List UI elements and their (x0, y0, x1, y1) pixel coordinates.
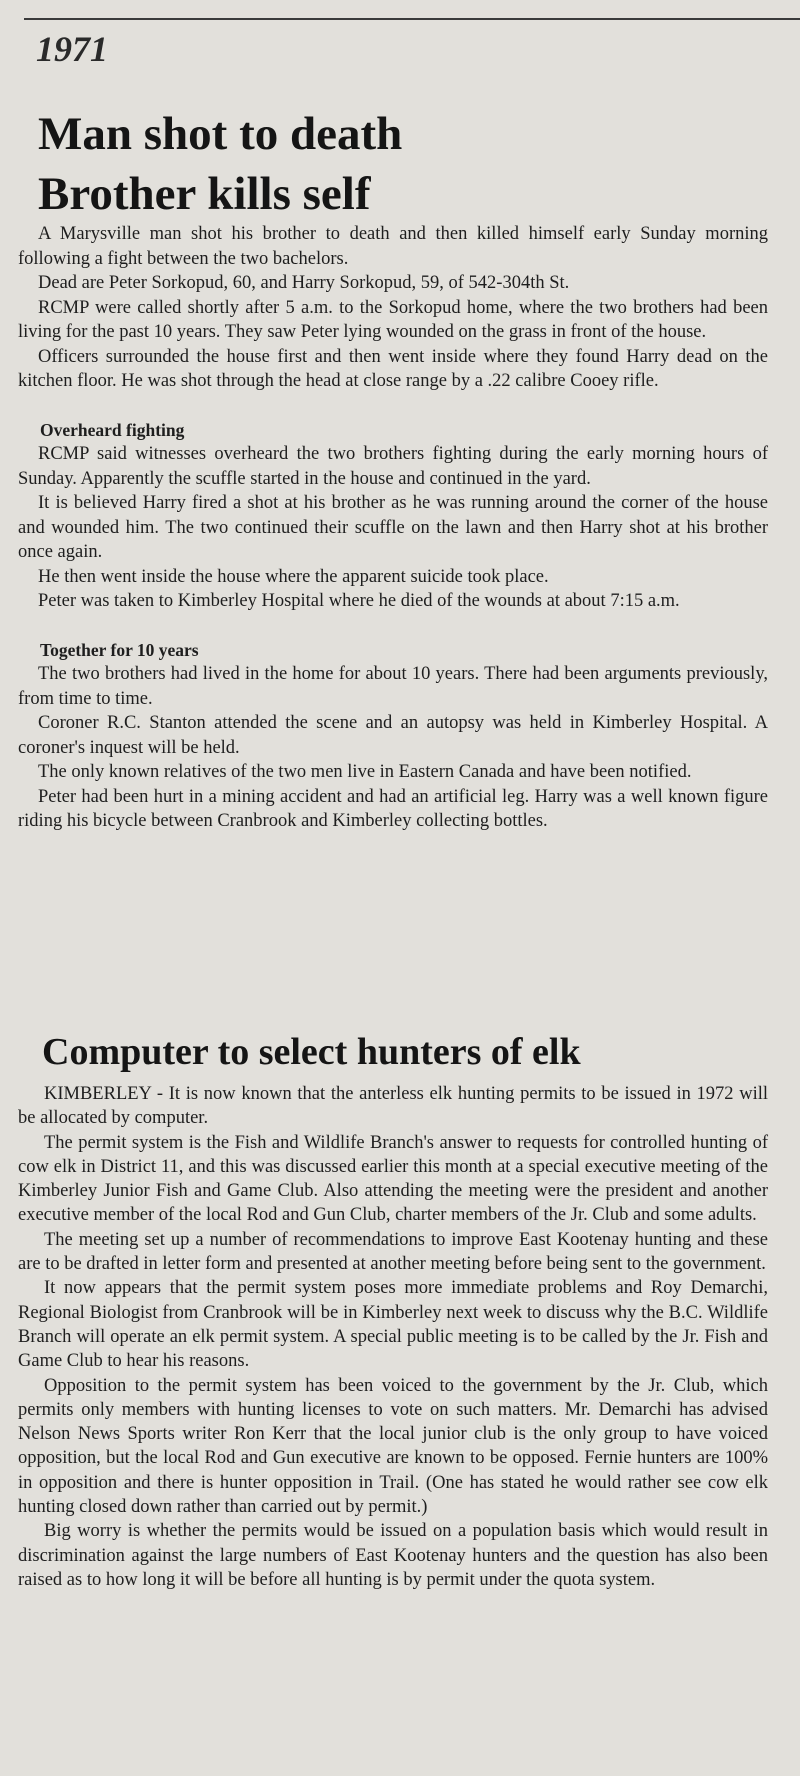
paragraph: Peter was taken to Kimberley Hospital where he died of the wounds at about 7:15 a.m. (38, 591, 680, 611)
paragraph: Opposition to the permit system has been voiced to the government by the Jr. Club, which permits only members with hunting licenses to vote on such matters. Mr. Demarchi has advised Nelson News Sports writer Ron Kerr that the local junior club is the only group to have voiced opposition, but the local Rod and Gun executive are known to be opposed. Fernie hunters are 100% in opposition and there is hunter opposition in Trail. (One has stated he would rather see cow elk hunting closed down rather than carried out by permit.) (18, 1375, 768, 1518)
subhead-together-10-years: Together for 10 years (40, 639, 199, 660)
paragraph: The only known relatives of the two men live in Eastern Canada and have been notified. (38, 762, 692, 782)
article2-body (18, 1082, 768, 1592)
paragraph: The meeting set up a number of recommendations to improve East Kootenay hunting and these are to be drafted in letter form and presented at another meeting before being sent to the government. (18, 1229, 768, 1275)
article2-headline: Computer to select hunters of elk (42, 1031, 581, 1073)
headline-line-1: Man shot to death (38, 108, 403, 160)
paragraph: It is believed Harry fired a shot at his brother as he was running around the corner of the house and wounded him. The two continued their scuffle on the lawn and then Harry shot at his brother once again. (18, 493, 768, 562)
headline-line-2: Brother kills self (38, 168, 371, 220)
paragraph: The two brothers had lived in the home for about 10 years. There had been arguments previously, from time to time. (18, 664, 768, 709)
article1-body (18, 222, 768, 834)
paragraph: Coroner R.C. Stanton attended the scene and an autopsy was held in Kimberley Hospital. A coroner's inquest will be held. (18, 713, 768, 758)
paragraph: Big worry is whether the permits would be issued on a population basis which would result in discrimination against the large numbers of East Kootenay hunters and the question has also been raised as to how long it will be before all hunting is by permit under the quota system. (18, 1521, 768, 1590)
paragraph: A Marysville man shot his brother to death and then killed himself early Sunday morning following a fight between the two bachelors. (18, 224, 768, 269)
article1-headline (38, 104, 402, 224)
paragraph: It now appears that the permit system poses more immediate problems and Roy Demarchi, Regional Biologist from Cranbrook will be in Kimberley next week to discuss why the B.C. Wildlife Branch will operate an elk permit system. A special public meeting is to be called by the Jr. Fish and Game Club to hear his reasons. (18, 1278, 768, 1372)
paragraph: Dead are Peter Sorkopud, 60, and Harry Sorkopud, 59, of 542-304th St. (38, 273, 570, 293)
paragraph: Peter had been hurt in a mining accident and had an artificial leg. Harry was a well known figure riding his bicycle between Cranbrook and Kimberley collecting bottles. (18, 786, 768, 831)
paragraph: He then went inside the house where the apparent suicide took place. (38, 566, 549, 587)
paragraph: RCMP were called shortly after 5 a.m. to the Sorkopud home, where the two brothers had been living for the past 10 years. They saw Peter lying wounded on the grass in front of the house. (18, 297, 768, 342)
top-rule (24, 18, 800, 20)
paragraph: KIMBERLEY - It is now known that the anterless elk hunting permits to be issued in 1972 will be allocated by computer. (18, 1084, 768, 1129)
subhead-overheard-fighting: Overheard fighting (40, 419, 185, 440)
paragraph: The permit system is the Fish and Wildlife Branch's answer to requests for controlled hunting of cow elk in District 11, and this was discussed earlier this month at a special executive meeting of the Kimberley Junior Fish and Game Club. Also attending the meeting were the president and another executive member of the local Rod and Gun Club, charter members of the Jr. Club and some adults. (18, 1132, 768, 1226)
paragraph: Officers surrounded the house first and then went inside where they found Harry dead on the kitchen floor. He was shot through the head at close range by a .22 calibre Cooey rifle. (18, 346, 768, 391)
year-label: 1971 (36, 29, 108, 69)
paragraph: RCMP said witnesses overheard the two brothers fighting during the early morning hours of Sunday. Apparently the scuffle started in the house and continued in the yard. (18, 444, 768, 489)
